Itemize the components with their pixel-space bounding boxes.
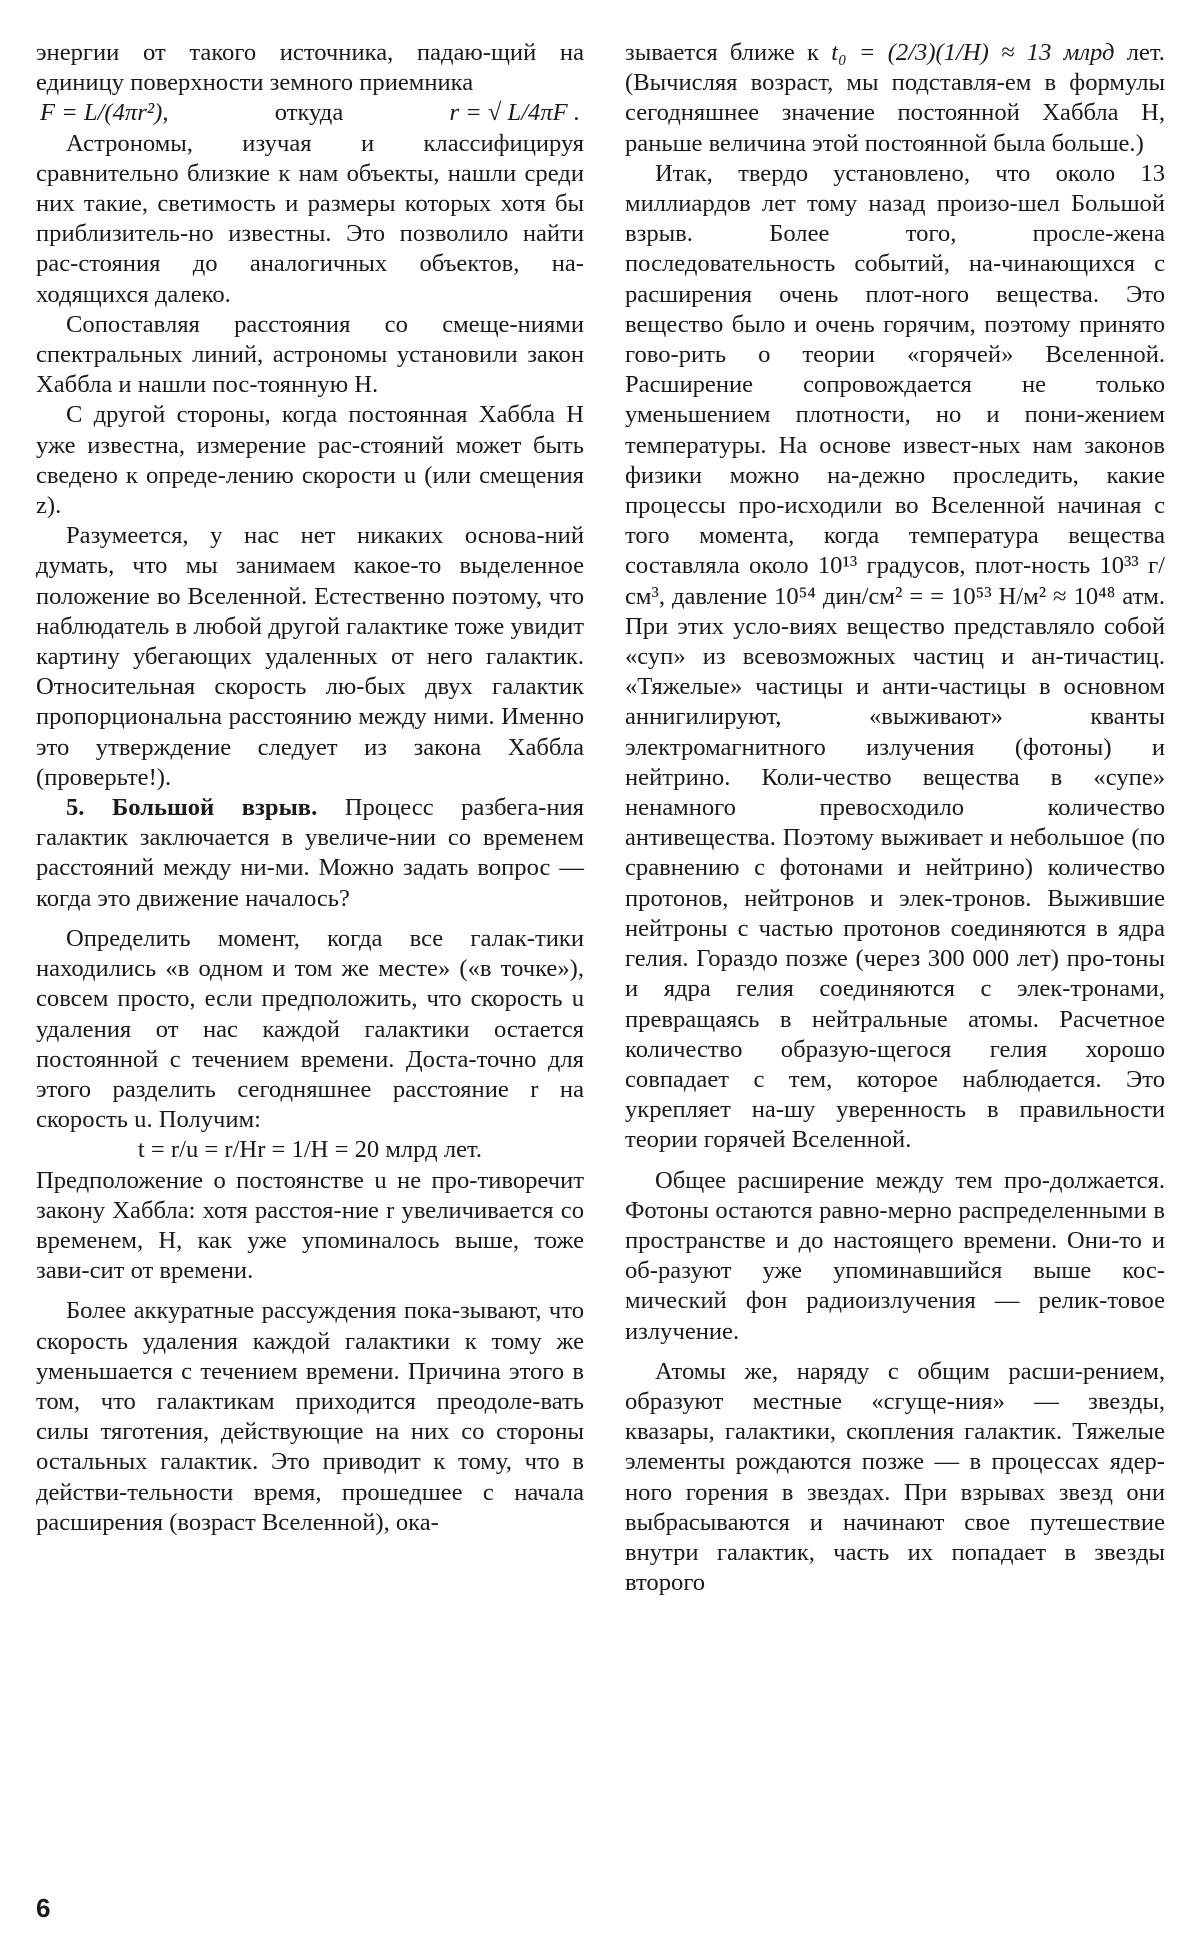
flux-formula-right: r = √ L/4πF . [449,99,580,127]
age-formula [36,1135,584,1165]
text-run: зывается ближе к [625,39,819,66]
page-number: 6 [36,1893,51,1923]
text-run: лет. (Вычисляя возраст, мы подставля-ем в формулы сегодняшнее значение постоянной Хаббла H, раньше величина этой постоянной была больше.) [625,39,1165,157]
flux-formula-mid: откуда [274,99,344,127]
paragraph: Более аккуратные рассуждения пока-зывают, что скорость удаления каждой галактики к тому же уменьшается с течением времени. Причина этого в том, что галактикам приходится преодоле-вать силы тяготения, действующие на них со стороны остальных галактик. Это приводит к тому, что в действи-тельности время, прошедшее с начала расширения (возраст Вселенной), ока- [36,1297,584,1536]
paragraph: Сопоставляя расстояния со смеще-ниями спектральных линий, астрономы установили закон Хаббла и нашли пос-тоянную H. [36,310,584,399]
paragraph-continued [625,38,1165,159]
age-formula-text: t = r/u = r/Hr = 1/H = 20 млрд лет. [137,1136,483,1164]
right-column [625,38,1165,1598]
paragraph: Определить момент, когда все галак-тики находились «в одном и том же месте» («в точке»), совсем просто, если предположить, что скорость u удаления от нас каждой галактики остается постоянной с течением времени. Доста-точно для этого разделить сегодняшнее расстояние r на скорость u. Получим: [36,924,584,1134]
section-heading: 5. Большой взрыв. [66,794,318,822]
left-column [36,38,584,1538]
flux-formula [36,98,584,128]
paragraph: С другой стороны, когда постоянная Хаббла H уже известна, измерение рас-стояний может быть сведено к опреде-лению скорости u (или смещения z). [36,401,584,520]
age-estimate-formula: t₀ = (2/3)(1/H) ≈ 13 млрд [831,39,1115,66]
paragraph: энергии от такого источника, падаю-щий на единицу поверхности земного приемника [36,39,584,97]
section-text: Процесс разбега-ния галактик заключается в увеличе-нии со временем расстояний между ни-ми. Можно задать вопрос — когда это движение началось? [36,794,584,912]
paragraph: Астрономы, изучая и классифицируя сравнительно близкие к нам объекты, нашли среди них такие, светимость и размеры которых хотя бы приблизитель-но известны. Это позволило найти рас-стояния до аналогичных объектов, на-ходящихся далеко. [36,129,584,308]
paragraph: Общее расширение между тем про-должается. Фотоны остаются равно-мерно распределенными в пространстве и до настоящего времени. Они-то и об-разуют уже упоминавшийся выше кос-мический фон радиоизлучения — релик-товое излучение. [625,1166,1165,1345]
paragraph: Итак, твердо установлено, что около 13 миллиардов лет тому назад произо-шел Большой взрыв. Более того, просле-жена последовательность событий, на-чинающихся с расширения очень плот-ного вещества. Это вещество было и очень горячим, поэтому принято гово-рить о теории «горячей» Вселенной. Расширение сопровождается не только уменьшением плотности, но и пони-жением температуры. На основе извест-ных нам законов физики можно на-дежно проследить, какие процессы про-исходили во Вселенной начиная с того момента, когда температура вещества составляла около 10¹³ градусов, плот-ность 10³³ г/см³, давление 10⁵⁴ дин/см² = = 10⁵³ Н/м² ≈ 10⁴⁸ атм. При этих усло-виях вещество представляло собой «суп» из всевозможных частиц и ан-тичастиц. «Тяжелые» частицы и анти-частицы в основном аннигилируют, «выживают» кванты электромагнитного излучения (фотоны) и нейтрино. Коли-чество вещества в «супе» ненамного превосходило количество антивещества. Поэтому выживает и небольшое (по сравнению с фотонами и нейтрино) количество протонов, нейтронов и элек-тронов. Выжившие нейтроны с частью протонов соединяются в ядра гелия. Гораздо позже (через 300 000 лет) про-тоны и ядра гелия соединяются с элек-тронами, превращаясь в нейтральные атомы. Расчетное количество образую-щегося гелия хорошо совпадает с тем, которое наблюдается. Это укрепляет на-шу уверенность в правильности теории горячей Вселенной. [625,159,1165,1154]
paragraph: Разумеется, у нас нет никаких основа-ний думать, что мы занимаем какое-то выделенное положение во Вселенной. Естественно поэтому, что наблюдатель в любой другой галактике тоже увидит картину убегающих удаленных от него галактик. Относительная скорость лю-бых двух галактик пропорциональна расстоянию между ними. Именно это утверждение следует из закона Хаббла (проверьте!). [36,522,584,791]
paragraph: Атомы же, наряду с общим расши-рением, образуют местные «сгуще-ния» — звезды, квазары, галактики, скопления галактик. Тяжелые элементы рождаются позже — в процессах ядер-ного горения в звездах. При взрывах звезд они выбрасываются и начинают свое путешествие внутри галактик, часть их попадает в звезды второго [625,1357,1165,1597]
paragraph: Предположение о постоянстве u не про-тиворечит закону Хаббла: хотя расстоя-ние r увеличивается со временем, H, как уже упоминалось выше, тоже зави-сит от времени. [36,1166,584,1285]
section-paragraph [36,793,584,914]
flux-formula-left: F = L/(4πr²), [40,99,169,127]
